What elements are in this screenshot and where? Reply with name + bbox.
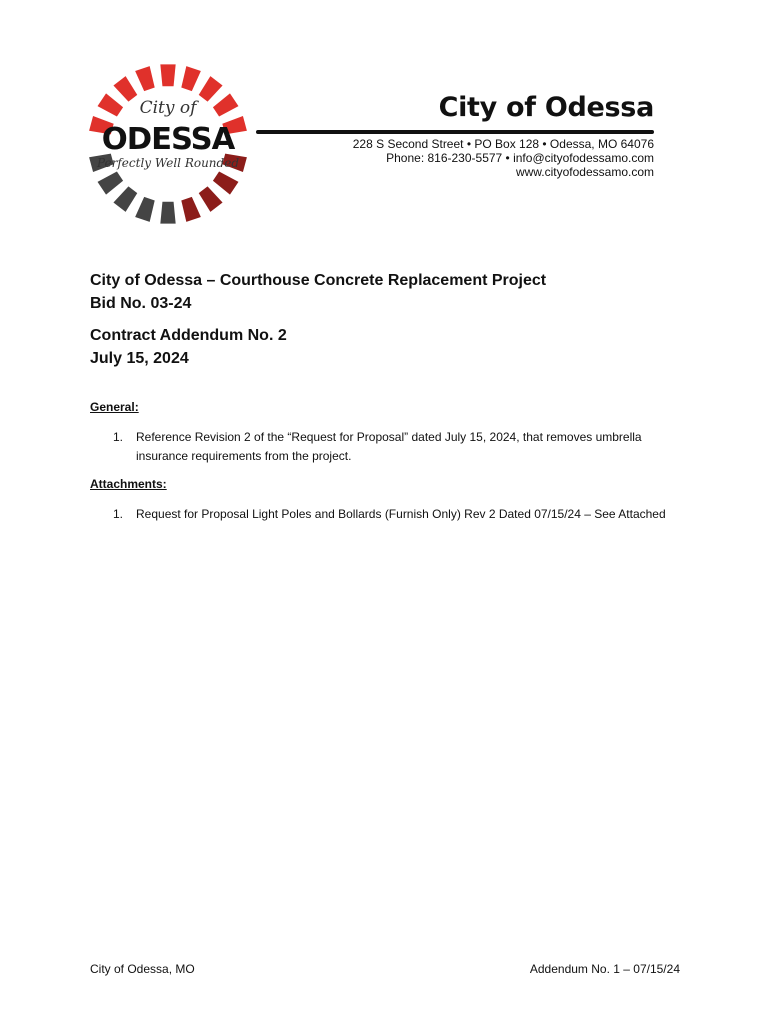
footer-left: City of Odessa, MO (90, 962, 195, 976)
letterhead-title: City of Odessa (438, 92, 654, 123)
logo-tagline-text: Perfectly Well Rounded (96, 156, 240, 170)
logo-city-of-text: City of (139, 98, 197, 118)
general-heading: General: (90, 400, 139, 414)
logo-ray-bottom (98, 171, 124, 194)
letterhead-address: 228 S Second Street • PO Box 128 • Odessa, MO 64076 (352, 137, 654, 151)
logo-ray-bottom (160, 202, 175, 224)
bid-number: Bid No. 03-24 (90, 295, 192, 312)
attachment-item (90, 505, 680, 524)
letterhead-divider (256, 130, 654, 134)
attachment-item-number: 1. (113, 507, 124, 521)
logo-ray-bottom (113, 186, 137, 211)
attachments-heading: Attachments: (90, 477, 167, 491)
logo-ray-bottom (181, 197, 201, 222)
logo-odessa-text: ODESSA (101, 122, 235, 157)
addendum-date: July 15, 2024 (90, 350, 189, 367)
project-title: City of Odessa – Courthouse Concrete Replacement Project (90, 272, 547, 289)
footer-right: Addendum No. 1 – 07/15/24 (529, 962, 680, 976)
logo-ray-bottom (199, 186, 223, 211)
logo-ray-bottom (213, 171, 239, 194)
general-item-number: 1. (113, 430, 124, 444)
general-item (90, 428, 680, 466)
logo-ray-top (160, 64, 175, 86)
general-item-text: Reference Revision 2 of the “Request for Proposal” dated July 15, 2024, that removes umbrella insurance requirements from the project. (136, 430, 642, 463)
logo-ray-top (135, 66, 155, 91)
attachment-item-text: Request for Proposal Light Poles and Bollards (Furnish Only) Rev 2 Dated 07/15/24 – See Attached (136, 507, 666, 521)
letterhead-contact: Phone: 816-230-5577 • info@cityofodessamo.com (386, 151, 654, 165)
addendum-title: Contract Addendum No. 2 (90, 327, 287, 344)
logo-ray-top (181, 66, 201, 91)
logo-ray-bottom (135, 197, 155, 222)
city-logo (86, 62, 250, 226)
letterhead-website: www.cityofodessamo.com (515, 165, 654, 179)
